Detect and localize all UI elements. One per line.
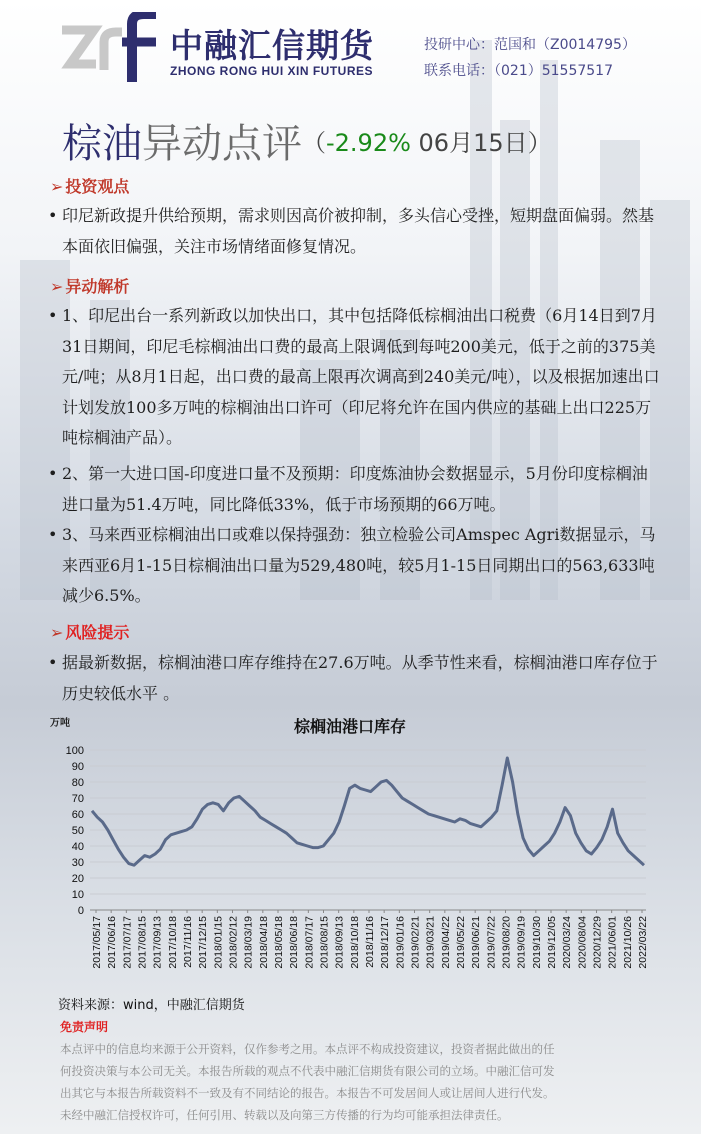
x-tick-label: 2017/08/15 (136, 916, 149, 969)
x-tick-label: 2018/02/12 (227, 916, 240, 969)
disclaimer-line: 何投资决策与本公司无关。本报告所载的观点不代表中融汇信期货有限公司的立场。中融汇信可发 (60, 1064, 555, 1078)
title-sub: 异动点评 (142, 121, 302, 167)
series-line (92, 758, 644, 865)
title-main: 棕油 (62, 121, 142, 167)
disclaimer-line: 出其它与本报告所载资料不一致及有不同结论的报告。本报告不可发居间人或让居间人进行代发。 (60, 1086, 555, 1100)
y-tick-label: 90 (71, 761, 84, 773)
y-tick-label: 60 (71, 809, 84, 821)
x-tick-label: 2017/07/17 (121, 916, 134, 969)
x-tick-label: 2022/03/22 (637, 916, 649, 969)
x-tick-label: 2019/01/16 (394, 916, 407, 969)
x-tick-label: 2020/03/24 (561, 916, 574, 969)
page-title (62, 112, 552, 169)
y-tick-label: 0 (77, 905, 84, 917)
company-name-cn: 中融汇信期货 (170, 26, 374, 65)
view-paragraph (48, 201, 660, 262)
x-tick-label: 2019/05/22 (455, 916, 467, 969)
section-heading-view (50, 174, 129, 197)
x-tick-label: 2018/08/15 (318, 916, 331, 969)
x-tick-label: 2017/06/16 (106, 916, 119, 969)
x-tick-label: 2017/05/17 (91, 916, 103, 969)
x-tick-label: 2017/11/16 (182, 916, 194, 968)
x-tick-label: 2019/03/21 (424, 916, 437, 969)
x-tick-label: 2019/09/19 (515, 916, 528, 969)
x-tick-label: 2018/09/13 (333, 916, 346, 969)
x-tick-label: 2018/05/18 (273, 916, 285, 969)
x-tick-label: 2019/08/20 (500, 916, 513, 969)
company-name-en: ZHONG RONG HUI XIN FUTURES (170, 64, 374, 78)
analysis-heading: 异动解析 (65, 277, 130, 296)
x-tick-label: 2021/06/01 (606, 916, 619, 969)
analysis-text-1: 1、印尼出台一系列新政以加快出口，其中包括降低棕榈油出口税费（6月14日到7月31日期间，印尼毛棕榈油出口费的最高上限调低到每吨200美元，低于之前的375美元/吨；从8月1日起，出口费的最高上限再次调高到240美元/吨），以及根据加速出口计划发放100多万吨的棕榈油出口许可（印尼将允许在国内供应的基础上出口225万吨棕榈油产品）。 (62, 306, 660, 447)
bullet-icon: • (48, 306, 58, 325)
chart-unit-label: 万吨 (50, 718, 70, 729)
y-tick-label: 80 (71, 777, 84, 789)
y-tick-label: 30 (71, 857, 84, 869)
bullet-icon: • (48, 653, 58, 672)
disclaimer-line: 未经中融汇信授权许可，任何引用、转载以及向第三方传播的行为均可能承担法律责任。 (60, 1108, 509, 1122)
x-tick-label: 2017/10/18 (166, 916, 179, 969)
x-tick-label: 2019/02/21 (409, 916, 422, 969)
title-date: 06月15日 (410, 129, 528, 157)
y-tick-label: 20 (71, 873, 84, 885)
x-tick-label: 2020/08/04 (576, 916, 589, 969)
y-tick-label: 50 (71, 825, 84, 837)
disclaimer-text (60, 1038, 640, 1126)
x-tick-label: 2018/06/18 (288, 916, 301, 969)
contact-analyst: 投研中心：范国和（Z0014795） (424, 37, 636, 53)
x-tick-label: 2021/10/26 (621, 916, 634, 969)
x-tick-label: 2018/01/15 (212, 916, 225, 969)
x-tick-label: 2020/12/29 (591, 916, 604, 969)
analysis-paragraph-3 (48, 520, 660, 612)
x-tick-label: 2018/11/16 (364, 916, 376, 968)
analysis-paragraph-1 (48, 301, 660, 454)
bullet-icon: • (48, 206, 58, 225)
x-tick-label: 2019/06/21 (470, 916, 483, 969)
inventory-line-chart (48, 712, 658, 1002)
contact-phone: 联系电话：（021）51557517 (424, 63, 613, 79)
y-tick-label: 40 (71, 841, 84, 853)
x-tick-label: 2019/10/30 (530, 916, 543, 969)
title-meta (302, 129, 552, 157)
title-paren-close: ） (527, 129, 552, 157)
x-tick-label: 2018/03/19 (242, 916, 255, 969)
section-heading-analysis (50, 274, 129, 297)
disclaimer-heading: 免责声明 (60, 1020, 109, 1034)
arrow-icon: ➢ (50, 177, 64, 196)
x-tick-label: 2019/07/22 (485, 916, 498, 969)
view-heading: 投资观点 (65, 177, 130, 196)
title-paren-open: （ (302, 129, 326, 157)
x-tick-label: 2018/04/18 (257, 916, 270, 969)
chart-title: 棕榈油港口库存 (293, 717, 406, 736)
company-logo-icon (60, 12, 160, 82)
risk-text: 据最新数据，棕榈油港口库存维持在27.6万吨。从季节性来看，棕榈油港口库存位于历史较低水平 。 (62, 653, 658, 703)
risk-heading: 风险提示 (65, 623, 130, 642)
x-tick-label: 2019/12/05 (546, 916, 558, 969)
analysis-text-3: 3、马来西亚棕榈油出口或难以保持强劲：独立检验公司Amspec Agri数据显示，马来西亚6月1-15日棕榈油出口量为529,480吨，较5月1-15日同期出口的563,633吨减少6.5%。 (62, 525, 656, 605)
analysis-text-2: 2、第一大进口国-印度进口量不及预期：印度炼油协会数据显示，5月份印度棕榈油进口量为51.4万吨，同比降低33%，低于市场预期的66万吨。 (62, 464, 648, 514)
view-text: 印尼新政提升供给预期，需求则因高价被抑制，多头信心受挫，短期盘面偏弱。然基本面依旧偏强，关注市场情绪面修复情况。 (62, 206, 655, 256)
y-tick-label: 10 (71, 889, 84, 901)
risk-paragraph (48, 648, 660, 709)
section-heading-risk (50, 620, 129, 643)
data-source: 资料来源：wind，中融汇信期货 (58, 998, 245, 1013)
arrow-icon: ➢ (50, 277, 64, 296)
y-tick-label: 70 (71, 793, 84, 805)
x-tick-label: 2017/12/15 (197, 916, 210, 969)
x-tick-label: 2019/04/22 (439, 916, 452, 969)
bullet-icon: • (48, 525, 58, 544)
analysis-paragraph-2 (48, 459, 660, 520)
x-tick-label: 2018/12/17 (379, 916, 392, 969)
x-tick-label: 2017/09/13 (151, 916, 164, 969)
x-tick-label: 2018/10/18 (348, 916, 361, 969)
price-change: -2.92% (326, 129, 411, 157)
y-tick-label: 100 (65, 745, 84, 757)
contact-info (424, 32, 636, 84)
header (0, 0, 701, 100)
arrow-icon: ➢ (50, 623, 64, 642)
x-tick-label: 2018/07/17 (303, 916, 316, 969)
bullet-icon: • (48, 464, 58, 483)
disclaimer-line: 本点评中的信息均来源于公开资料，仅作参考之用。本点评不构成投资建议，投资者据此做出的任 (60, 1042, 555, 1056)
